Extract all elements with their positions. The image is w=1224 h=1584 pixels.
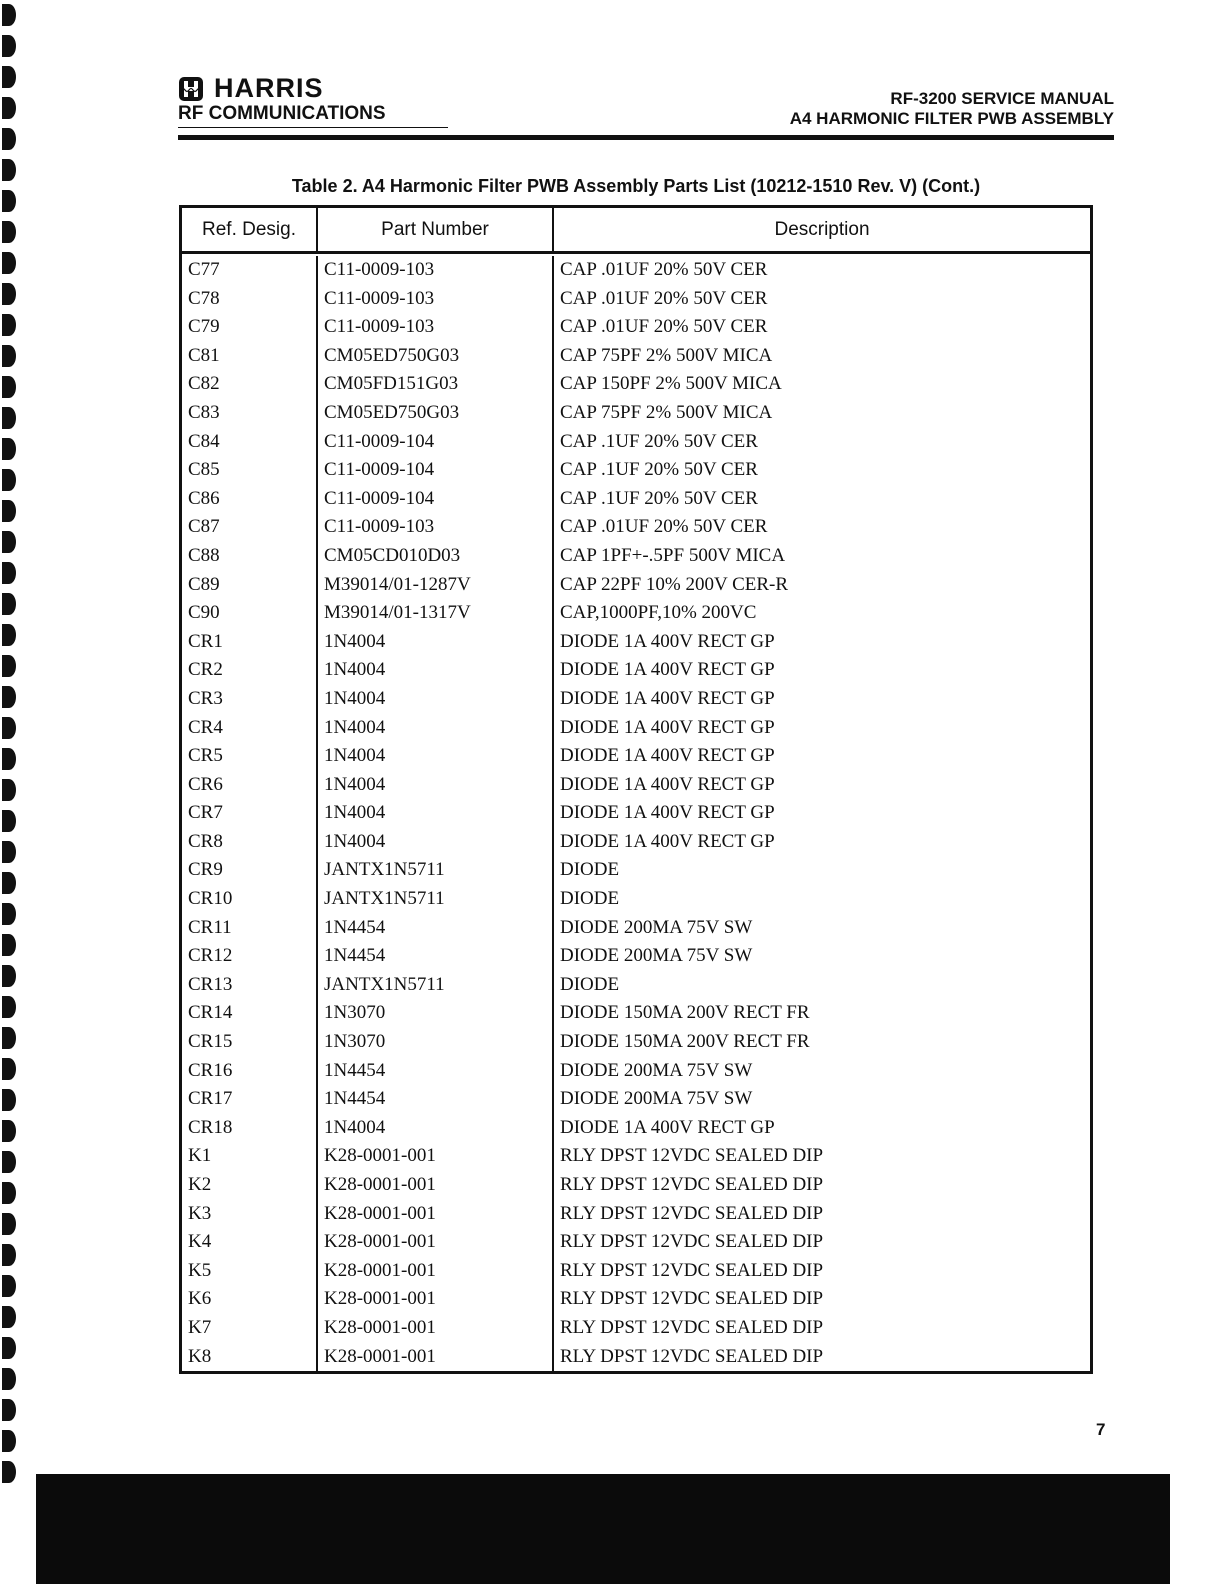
cell-ref-desig: CR1 [182, 628, 318, 657]
cell-ref-desig: K2 [182, 1171, 318, 1200]
cell-part-number: K28-0001-001 [318, 1200, 554, 1229]
cell-ref-desig: CR16 [182, 1057, 318, 1086]
scan-dark-edge [36, 1474, 1170, 1584]
cell-description: DIODE 150MA 200V RECT FR [560, 1002, 810, 1024]
binding-hole [2, 1182, 16, 1204]
cell-ref-desig: C89 [182, 571, 318, 600]
table-row [182, 656, 1090, 685]
cell-description: CAP 75PF 2% 500V MICA [560, 344, 773, 366]
header-underline [178, 127, 448, 128]
cell-ref-desig: K5 [182, 1257, 318, 1286]
binding-hole [2, 1306, 16, 1328]
table-row [182, 1228, 1090, 1257]
binding-hole [2, 221, 16, 243]
cell-description: RLY DPST 12VDC SEALED DIP [560, 1231, 824, 1253]
cell-description: DIODE 1A 400V RECT GP [560, 687, 775, 709]
cell-description: DIODE 1A 400V RECT GP [560, 659, 775, 681]
cell-description: DIODE 1A 400V RECT GP [560, 630, 775, 652]
cell-description: DIODE 150MA 200V RECT FR [560, 1031, 810, 1053]
cell-part-number: JANTX1N5711 [318, 971, 554, 1000]
cell-description: DIODE [560, 859, 620, 881]
binding-hole [2, 1151, 16, 1173]
cell-ref-desig: CR18 [182, 1114, 318, 1143]
cell-description: CAP .01UF 20% 50V CER [560, 316, 768, 338]
column-header-part-number: Part Number [318, 208, 554, 251]
header-right [790, 89, 1114, 129]
cell-part-number: M39014/01-1317V [318, 599, 554, 628]
table-row [182, 856, 1090, 885]
cell-part-number: 1N3070 [318, 1028, 554, 1057]
cell-part-number: 1N4454 [318, 1057, 554, 1086]
binding-hole [2, 35, 16, 57]
table-row [182, 971, 1090, 1000]
table-row [182, 914, 1090, 943]
cell-ref-desig: CR5 [182, 742, 318, 771]
cell-description: RLY DPST 12VDC SEALED DIP [560, 1288, 824, 1310]
cell-description: RLY DPST 12VDC SEALED DIP [560, 1345, 824, 1367]
table-row [182, 370, 1090, 399]
page-header [178, 72, 1114, 148]
binding-hole [2, 128, 16, 150]
binding-hole [2, 686, 16, 708]
cell-ref-desig: CR6 [182, 771, 318, 800]
cell-description: CAP .1UF 20% 50V CER [560, 430, 758, 452]
cell-part-number: 1N4454 [318, 914, 554, 943]
cell-ref-desig: CR10 [182, 885, 318, 914]
table-row [182, 285, 1090, 314]
cell-ref-desig: CR2 [182, 656, 318, 685]
cell-part-number: 1N4454 [318, 1085, 554, 1114]
cell-part-number: CM05FD151G03 [318, 370, 554, 399]
table-row [182, 942, 1090, 971]
cell-part-number: CM05CD010D03 [318, 542, 554, 571]
binding-hole [2, 1089, 16, 1111]
table-row [182, 399, 1090, 428]
cell-description: CAP .1UF 20% 50V CER [560, 459, 758, 481]
page-number: 7 [1096, 1420, 1106, 1439]
binding-hole [2, 1275, 16, 1297]
cell-part-number: 1N4004 [318, 828, 554, 857]
cell-description: DIODE 1A 400V RECT GP [560, 802, 775, 824]
cell-ref-desig: K7 [182, 1314, 318, 1343]
table-row [182, 313, 1090, 342]
cell-ref-desig: K1 [182, 1142, 318, 1171]
cell-ref-desig: CR3 [182, 685, 318, 714]
binding-hole [2, 624, 16, 646]
cell-ref-desig: CR8 [182, 828, 318, 857]
cell-ref-desig: C87 [182, 513, 318, 542]
header-rule [178, 135, 1114, 140]
binding-hole [2, 314, 16, 336]
cell-ref-desig: C79 [182, 313, 318, 342]
binding-hole [2, 1430, 16, 1452]
cell-ref-desig: C90 [182, 599, 318, 628]
cell-ref-desig: C77 [182, 256, 318, 285]
column-header-description: Description [774, 219, 870, 240]
table-row [182, 742, 1090, 771]
binding-hole [2, 1244, 16, 1266]
cell-part-number: 1N4004 [318, 771, 554, 800]
cell-ref-desig: C86 [182, 485, 318, 514]
table-row [182, 1285, 1090, 1314]
cell-description: CAP .01UF 20% 50V CER [560, 287, 768, 309]
table-row [182, 599, 1090, 628]
cell-part-number: 1N4454 [318, 942, 554, 971]
cell-ref-desig: K3 [182, 1200, 318, 1229]
binding-hole [2, 66, 16, 88]
table-row [182, 456, 1090, 485]
logo-harris-text: HARRIS [214, 73, 324, 103]
cell-part-number: C11-0009-104 [318, 428, 554, 457]
table-row [182, 771, 1090, 800]
binding-hole [2, 1337, 16, 1359]
logo-rf-communications: RF COMMUNICATIONS [178, 103, 386, 124]
cell-description: RLY DPST 12VDC SEALED DIP [560, 1259, 824, 1281]
binding-hole [2, 965, 16, 987]
cell-description: CAP,1000PF,10% 200VC [560, 602, 757, 624]
binding-hole [2, 779, 16, 801]
cell-part-number: 1N4004 [318, 799, 554, 828]
cell-ref-desig: CR4 [182, 714, 318, 743]
cell-ref-desig: K6 [182, 1285, 318, 1314]
binding-hole [2, 903, 16, 925]
cell-description: DIODE 1A 400V RECT GP [560, 1116, 775, 1138]
binding-hole [2, 748, 16, 770]
table-row [182, 342, 1090, 371]
cell-part-number: C11-0009-104 [318, 456, 554, 485]
table-row [182, 885, 1090, 914]
binding-hole [2, 4, 16, 26]
cell-part-number: C11-0009-103 [318, 513, 554, 542]
cell-description: RLY DPST 12VDC SEALED DIP [560, 1145, 824, 1167]
cell-part-number: 1N4004 [318, 628, 554, 657]
binding-hole [2, 1213, 16, 1235]
cell-part-number: JANTX1N5711 [318, 856, 554, 885]
cell-ref-desig: K8 [182, 1343, 318, 1372]
spiral-binding [0, 0, 40, 1584]
cell-part-number: CM05ED750G03 [318, 399, 554, 428]
cell-ref-desig: C81 [182, 342, 318, 371]
cell-ref-desig: C88 [182, 542, 318, 571]
cell-part-number: K28-0001-001 [318, 1257, 554, 1286]
cell-part-number: K28-0001-001 [318, 1142, 554, 1171]
cell-description: RLY DPST 12VDC SEALED DIP [560, 1316, 824, 1338]
cell-description: DIODE 1A 400V RECT GP [560, 830, 775, 852]
binding-hole [2, 531, 16, 553]
cell-description: CAP 1PF+-.5PF 500V MICA [560, 544, 786, 566]
table-row [182, 428, 1090, 457]
table-body [182, 254, 1090, 1371]
table-row [182, 1028, 1090, 1057]
cell-part-number: JANTX1N5711 [318, 885, 554, 914]
cell-ref-desig: CR17 [182, 1085, 318, 1114]
cell-ref-desig: CR14 [182, 999, 318, 1028]
manual-title: RF-3200 SERVICE MANUAL [890, 89, 1114, 108]
binding-hole [2, 376, 16, 398]
cell-ref-desig: C83 [182, 399, 318, 428]
cell-part-number: M39014/01-1287V [318, 571, 554, 600]
table-row [182, 1114, 1090, 1143]
cell-part-number: CM05ED750G03 [318, 342, 554, 371]
binding-hole [2, 593, 16, 615]
cell-description: DIODE 200MA 75V SW [560, 945, 753, 967]
table-row [182, 1085, 1090, 1114]
binding-hole [2, 996, 16, 1018]
cell-ref-desig: C82 [182, 370, 318, 399]
table-row [182, 828, 1090, 857]
table-row [182, 999, 1090, 1028]
cell-part-number: 1N3070 [318, 999, 554, 1028]
cell-description: CAP .1UF 20% 50V CER [560, 487, 758, 509]
cell-description: DIODE 1A 400V RECT GP [560, 745, 775, 767]
cell-description: CAP .01UF 20% 50V CER [560, 259, 768, 280]
cell-part-number: C11-0009-103 [318, 285, 554, 314]
binding-hole [2, 190, 16, 212]
cell-part-number: K28-0001-001 [318, 1285, 554, 1314]
cell-ref-desig: CR13 [182, 971, 318, 1000]
binding-hole [2, 841, 16, 863]
binding-hole [2, 97, 16, 119]
cell-part-number: K28-0001-001 [318, 1314, 554, 1343]
binding-hole [2, 438, 16, 460]
cell-description: CAP .01UF 20% 50V CER [560, 516, 768, 538]
binding-hole [2, 407, 16, 429]
table-row [182, 571, 1090, 600]
binding-hole [2, 345, 16, 367]
table-row [182, 1057, 1090, 1086]
binding-hole [2, 655, 16, 677]
cell-part-number: K28-0001-001 [318, 1343, 554, 1372]
cell-description: CAP 150PF 2% 500V MICA [560, 373, 782, 395]
binding-hole [2, 159, 16, 181]
table-row [182, 685, 1090, 714]
table-row [182, 1314, 1090, 1343]
binding-hole [2, 1027, 16, 1049]
table-row [182, 628, 1090, 657]
binding-hole [2, 500, 16, 522]
cell-ref-desig: CR12 [182, 942, 318, 971]
binding-hole [2, 872, 16, 894]
cell-description: DIODE [560, 888, 620, 910]
binding-hole [2, 934, 16, 956]
binding-hole [2, 252, 16, 274]
table-row [182, 1200, 1090, 1229]
table-row [182, 256, 1090, 285]
cell-ref-desig: CR11 [182, 914, 318, 943]
cell-part-number: 1N4004 [318, 742, 554, 771]
column-header-ref-desig: Ref. Desig. [182, 208, 318, 251]
cell-ref-desig: CR9 [182, 856, 318, 885]
cell-part-number: 1N4004 [318, 714, 554, 743]
binding-hole [2, 562, 16, 584]
cell-ref-desig: C84 [182, 428, 318, 457]
binding-hole [2, 1399, 16, 1421]
cell-ref-desig: K4 [182, 1228, 318, 1257]
binding-hole [2, 1120, 16, 1142]
cell-part-number: C11-0009-104 [318, 485, 554, 514]
cell-description: DIODE [560, 973, 620, 995]
cell-description: RLY DPST 12VDC SEALED DIP [560, 1202, 824, 1224]
cell-ref-desig: CR7 [182, 799, 318, 828]
binding-hole [2, 283, 16, 305]
cell-description: DIODE 200MA 75V SW [560, 1088, 753, 1110]
table-row [182, 1343, 1090, 1372]
cell-description: DIODE 200MA 75V SW [560, 1059, 753, 1081]
table-row [182, 1171, 1090, 1200]
binding-hole [2, 717, 16, 739]
cell-ref-desig: C85 [182, 456, 318, 485]
cell-part-number: C11-0009-103 [318, 256, 554, 285]
binding-hole [2, 1368, 16, 1390]
parts-list-table [179, 205, 1093, 1374]
table-row [182, 485, 1090, 514]
binding-hole [2, 1461, 16, 1483]
harris-logo-icon [178, 76, 204, 102]
table-row [182, 714, 1090, 743]
cell-description: DIODE 1A 400V RECT GP [560, 773, 775, 795]
table-header-row [182, 208, 1090, 254]
table-row [182, 1257, 1090, 1286]
section-title: A4 HARMONIC FILTER PWB ASSEMBLY [789, 109, 1114, 128]
table-row [182, 513, 1090, 542]
cell-part-number: 1N4004 [318, 656, 554, 685]
cell-part-number: 1N4004 [318, 1114, 554, 1143]
cell-description: CAP 22PF 10% 200V CER-R [560, 573, 789, 595]
table-row [182, 799, 1090, 828]
cell-part-number: K28-0001-001 [318, 1228, 554, 1257]
cell-part-number: K28-0001-001 [318, 1171, 554, 1200]
binding-hole [2, 810, 16, 832]
binding-hole [2, 469, 16, 491]
cell-description: DIODE 1A 400V RECT GP [560, 716, 775, 738]
cell-ref-desig: C78 [182, 285, 318, 314]
table-caption: Table 2. A4 Harmonic Filter PWB Assembly Parts List (10212-1510 Rev. V) (Cont.) [291, 176, 981, 196]
cell-description: CAP 75PF 2% 500V MICA [560, 401, 773, 423]
table-row [182, 542, 1090, 571]
cell-description: RLY DPST 12VDC SEALED DIP [560, 1174, 824, 1195]
cell-ref-desig: CR15 [182, 1028, 318, 1057]
cell-part-number: C11-0009-103 [318, 313, 554, 342]
table-row [182, 1142, 1090, 1171]
binding-hole [2, 1058, 16, 1080]
cell-description: DIODE 200MA 75V SW [560, 916, 753, 938]
cell-part-number: 1N4004 [318, 685, 554, 714]
